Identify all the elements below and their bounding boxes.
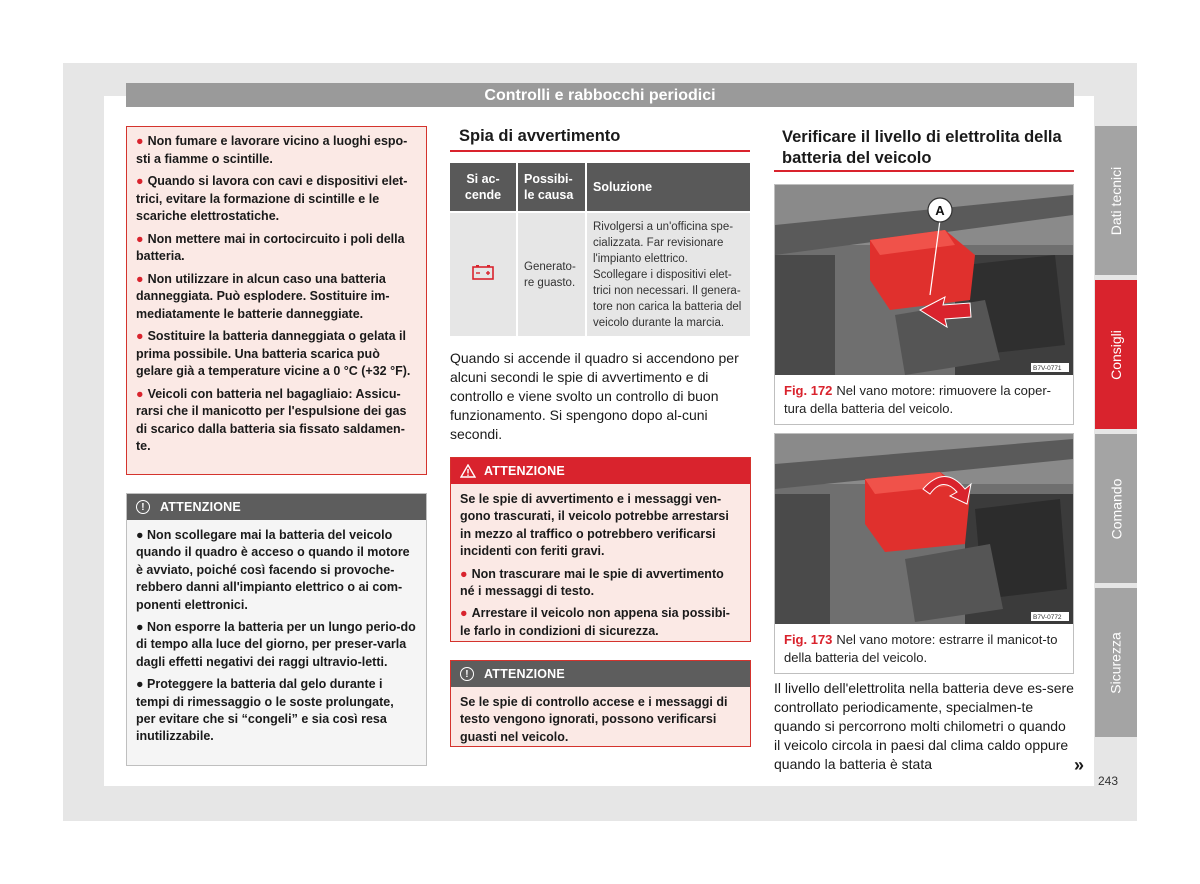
info-icon: ! [460,667,474,681]
attention-item: ● Non trascurare mai le spie di avvertimento né i messaggi di testo. [460,566,724,599]
section-rule [450,150,750,152]
figure-code: B7V-0772 [1033,614,1062,621]
table-row [450,212,750,336]
attention-item: ● Proteggere la batteria dal gelo durante i tempi di rimessaggio o le soste prolungate, per evitare che si “congeli” e sia così resa inutilizzabile. [136,677,394,744]
attention-heading: ATTENZIONE [160,500,241,514]
tab-dati-tecnici[interactable]: Dati tecnici [1095,126,1137,275]
tab-comando[interactable]: Comando [1095,434,1137,583]
attention-heading: ATTENZIONE [484,464,565,478]
figure-caption: Fig. 173 Nel vano motore: estrarre il manicot-to della batteria del veicolo. [784,632,1058,665]
section-title-elettrolita: Verificare il livello di elettrolita della batteria del veicolo [782,128,1062,167]
engine-bay-photo-1 [775,185,1073,375]
table-header: Soluzione [586,163,750,212]
attention-box-battery [126,493,427,766]
figure-code: B7V-0771 [1033,365,1062,372]
table-header: Possibi-le causa [517,163,586,212]
attention-box-ignored-lights [450,660,751,747]
tab-sicurezza[interactable]: Sicurezza [1095,588,1137,737]
warning-item: ● Sostituire la batteria danneggiata o gelata il prima possibile. Una batteria scarica può gelare già a temperature vicine a 0 °C (+32 °F). [136,329,411,378]
warning-item: ● Non utilizzare in alcun caso una batteria danneggiata. Può esplodere. Sostituire im-mediatamente le batterie danneggiate. [136,271,390,321]
attention-item: ● Arrestare il veicolo non appena sia possibi-le farlo in condizioni di sicurezza. [460,606,730,638]
figure-173 [774,433,1074,674]
callout-a: A [935,203,945,218]
section-title-spia: Spia di avvertimento [459,127,621,145]
warning-item: ● Quando si lavora con cavi e dispositivi elet-trici, evitare la formazione di scintille e le scariche elettrostatiche. [136,174,408,223]
battery-warning-icon [472,264,494,280]
warning-item: ● Veicoli con batteria nel bagagliaio: Assicu-rarsi che il manicotto per l'espulsione dei gas di scarico dalla batteria sia fissato saldamen-te. [136,386,407,453]
attention-text: Se le spie di controllo accese e i messaggi di testo vengono ignorati, possono verificarsi guasti nel veicolo. [460,695,728,744]
attention-box-warning-lights [450,457,751,642]
warning-light-table [450,163,750,336]
page-number: 243 [1098,774,1119,788]
chapter-header: Controlli e rabbocchi periodici [126,83,1074,107]
table-cell-solution: Rivolgersi a un'officina spe-cializzata. Far revisionare l'impianto elettrico. Scollegare i dispositivi elet-trici non necessari. Il genera-tore non carica la batteria del veicolo durante la marcia. [586,212,750,336]
warning-item: ● Non fumare e lavorare vicino a luoghi espo-sti a fiamme o scintille. [136,134,408,166]
warning-triangle-icon [460,464,476,478]
engine-bay-photo-2 [775,434,1073,624]
body-paragraph: Quando si accende il quadro si accendono per alcuni secondi le spie di avvertimento e di controllo e viene svolto un controllo di buon funzionamento. Si spengono dopo al-cuni secondi. [450,350,739,442]
table-cell-icon [450,212,517,336]
figure-caption: Fig. 172 Nel vano motore: rimuovere la coper-tura della batteria del veicolo. [784,383,1052,416]
info-icon: ! [136,500,150,514]
figure-172 [774,184,1074,425]
section-rule [774,170,1074,172]
table-header: Si ac-cende [450,163,517,212]
table-cell-cause: Generato-re guasto. [517,212,586,336]
warning-item: ● Non mettere mai in cortocircuito i poli della batteria. [136,231,405,263]
attention-item: ● Non scollegare mai la batteria del veicolo quando il quadro è acceso o quando il motore è avviato, poiché così facendo si provoche-rebbero danni all'impianto elettrico o ai com-ponenti elettronici. [136,528,410,612]
attention-item: ● Non esporre la batteria per un lungo perio-do di tempo alla luce del giorno, per preser-varla dagli effetti negativi dei raggi ultravio-letti. [136,620,416,669]
attention-intro: Se le spie di avvertimento e i messaggi ven-gono trascurati, il veicolo potrebbe arrestarsi in mezzo al traffico o potrebbero verificarsi incidenti con feriti gravi. [460,492,729,559]
continue-marker: » [1074,755,1085,775]
tab-consigli[interactable]: Consigli [1095,280,1137,429]
warning-list-box [126,126,427,475]
body-paragraph-right: Il livello dell'elettrolita nella batteria deve es-sere controllato periodicamente, specialmen-te quando si percorrono molti chilometri o quando il veicolo circola in paesi dal clima caldo oppure quando la batteria è stata [774,680,1074,772]
attention-heading: ATTENZIONE [484,667,565,681]
